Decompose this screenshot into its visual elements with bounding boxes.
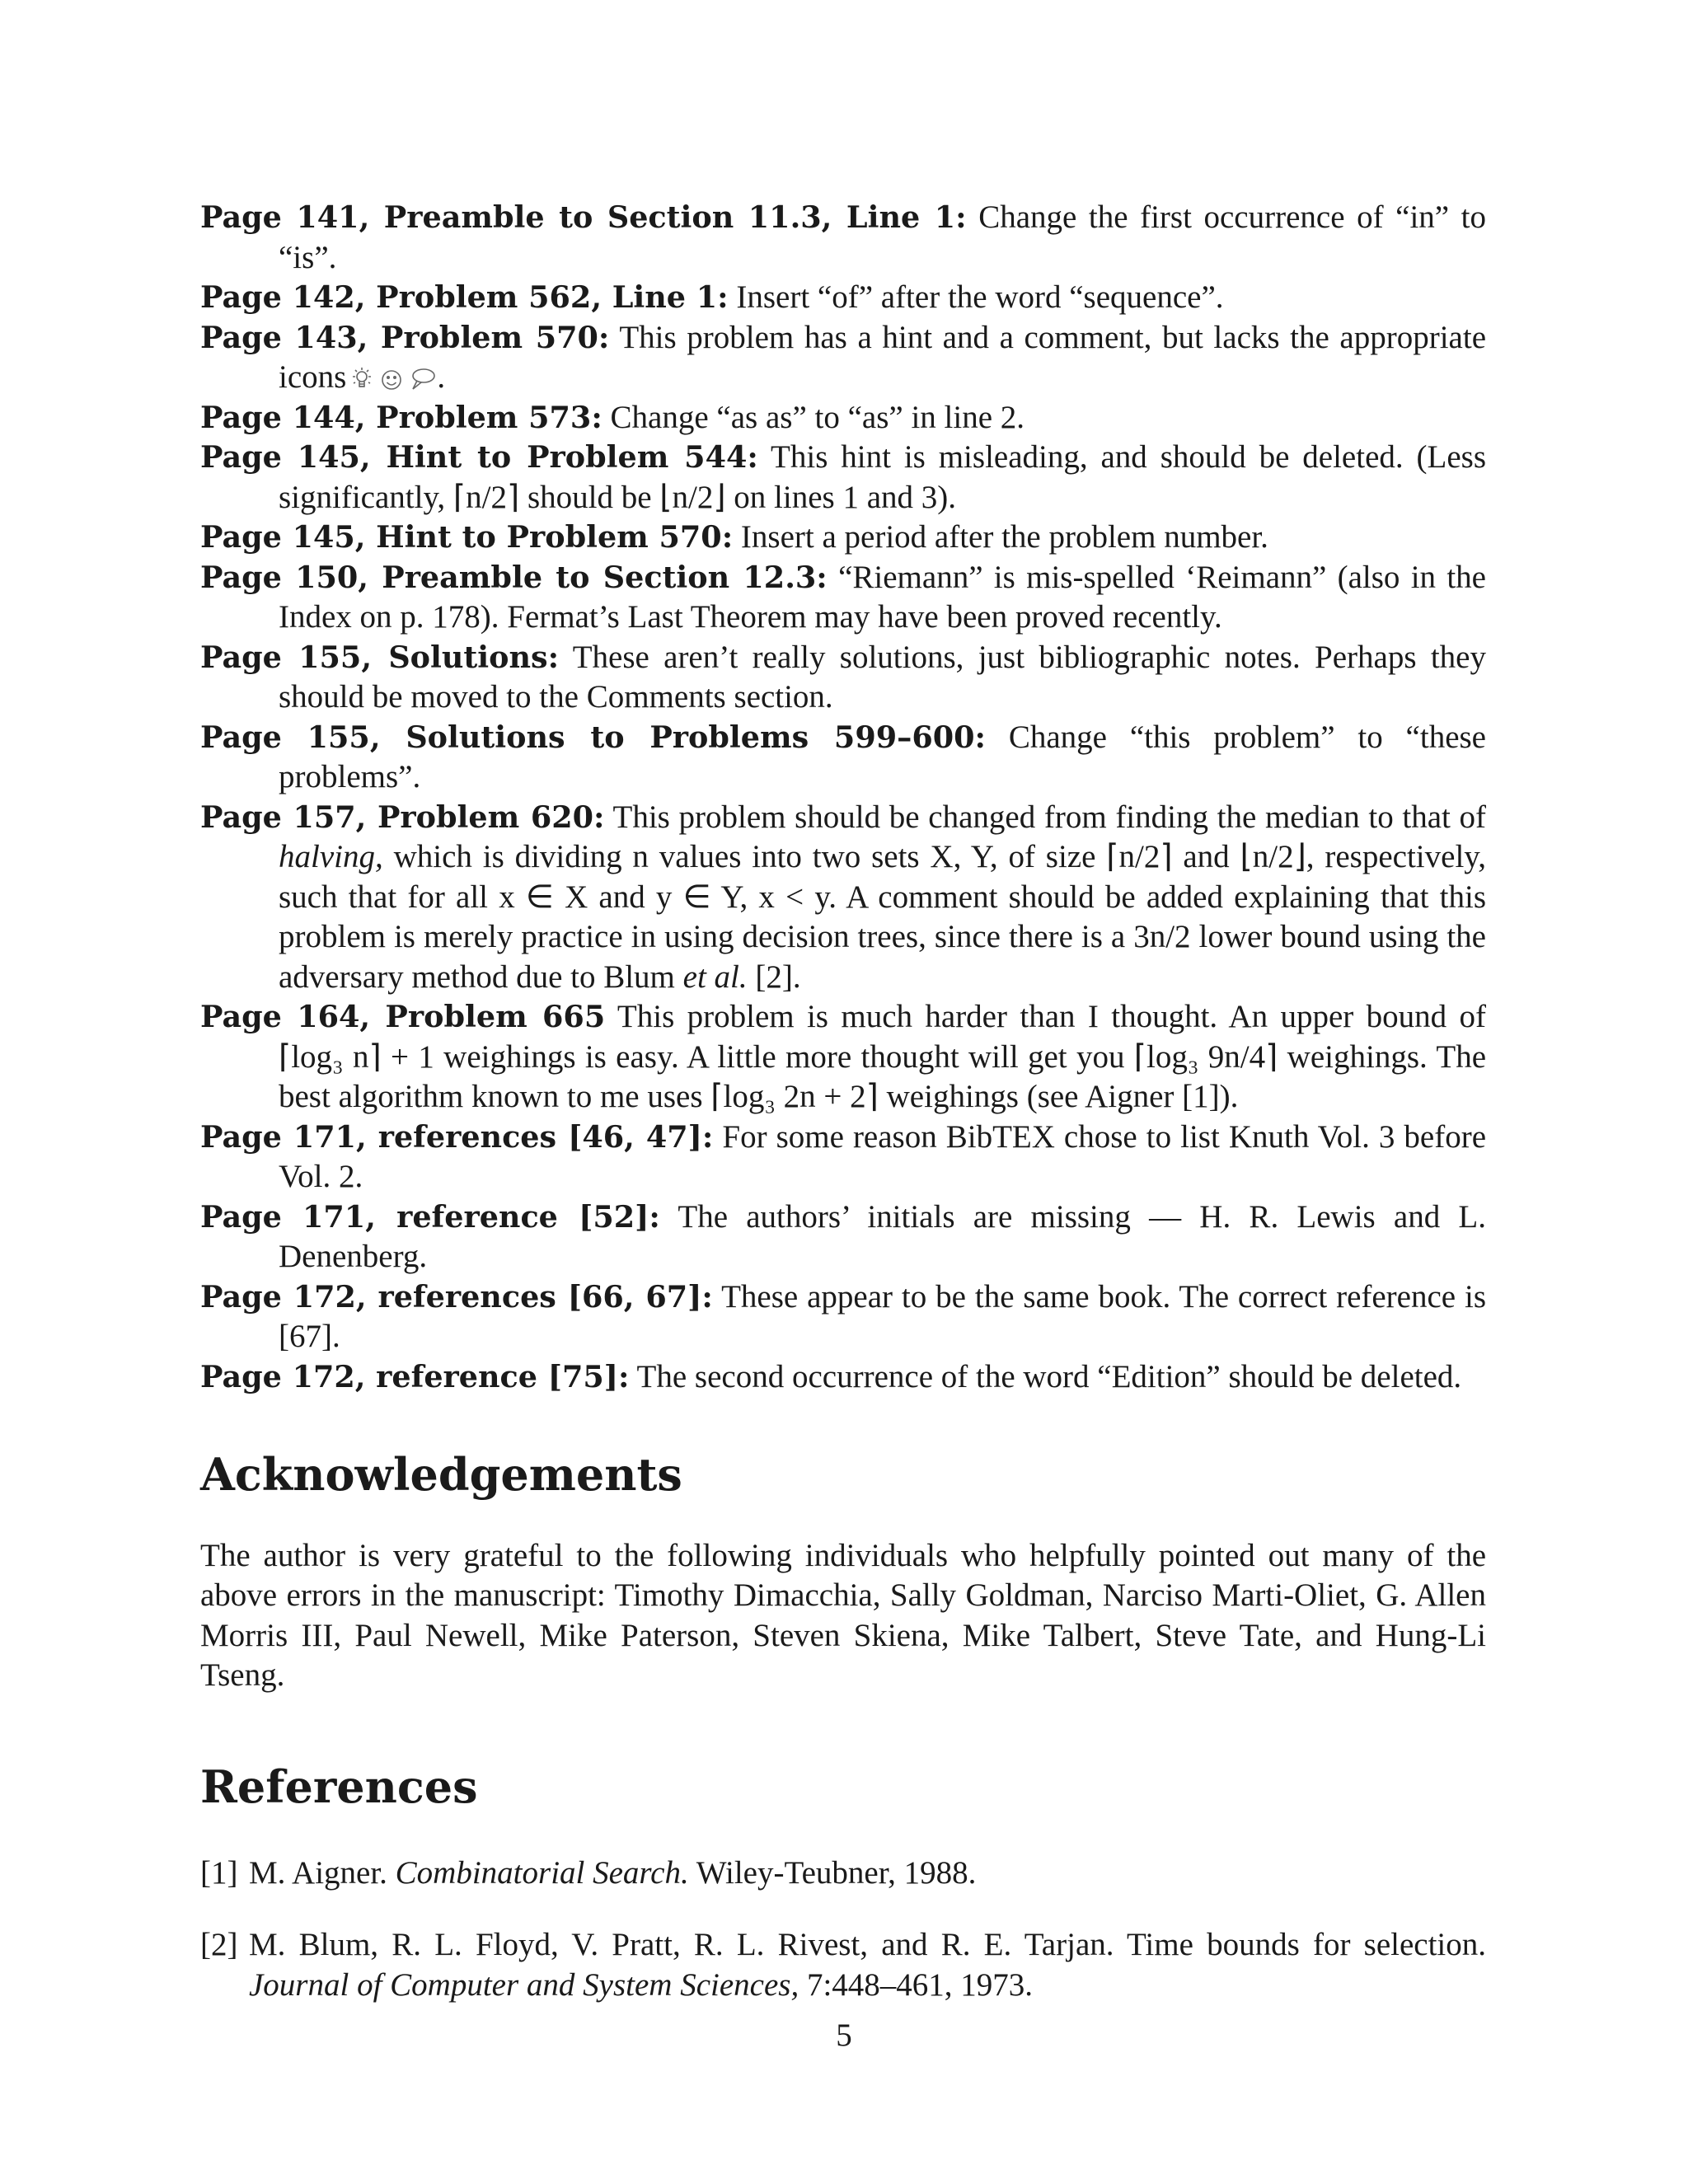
errata-entry (200, 1118, 1486, 1197)
entry-text: Change “as as” to “as” in line 2. (610, 399, 1025, 435)
reference-number: [2] (200, 1927, 238, 1963)
entry-heading: Page 144, Problem 573: (200, 399, 603, 435)
entry-heading: Page 155, Solutions to Problems 599–600: (200, 719, 987, 755)
reference-publisher: Wiley-Teubner, 1988. (696, 1854, 977, 1891)
entry-heading: Page 141, Preamble to Section 11.3, Line 1: (200, 199, 967, 235)
entry-heading: Page 143, Problem 570: (200, 319, 610, 355)
entry-text: Change “this problem” to “these problems”. (279, 719, 1486, 794)
references-heading: References (200, 1760, 478, 1813)
problem-icons (349, 366, 437, 394)
acknowledgements-body: The author is very grateful to the following individuals who helpfully pointed out many of the above errors in the manuscript: Timothy Dimacchia, Sally Goldman, Narciso Marti-Oliet, G. Allen Morris III, Paul Newell, Mike Paterson, Steven Skiena, Mike Talbert, Steve Tate, and Hung-Li Tseng. (200, 1537, 1486, 1694)
entry-text: This problem should be changed from finding the median to that of (612, 799, 1487, 835)
entry-heading: Page 142, Problem 562, Line 1: (200, 279, 729, 315)
entry-text: These aren’t really solutions, just bibliographic notes. Perhaps they should be moved to the Comments section. (279, 639, 1486, 715)
errata-entry (200, 1197, 1486, 1277)
errata-entry (200, 318, 1486, 398)
entry-heading: Page 164, Problem 665 (200, 999, 606, 1034)
reference-item (200, 1854, 1486, 1894)
document-page (200, 198, 1486, 2032)
errata-entry (200, 438, 1486, 518)
errata-entry (200, 718, 1486, 798)
entry-text: Insert a period after the problem number. (740, 519, 1268, 555)
entry-text-tail: . (437, 359, 446, 395)
entry-heading: Page 155, Solutions: (200, 639, 560, 675)
entry-text: This problem is much harder than I thought. An upper bound of ⌈log₃ n⌉ + 1 weighings is easy. A little more thought will get you ⌈log₃ 9n/4⌉ weighings. The best algorithm known to me uses ⌈log₃ 2n + 2⌉ weighings (see Aigner [1]). (279, 999, 1486, 1114)
errata-list (200, 198, 1486, 1397)
entry-text: These appear to be the same book. The correct reference is [67]. (279, 1278, 1487, 1354)
errata-entry (200, 558, 1486, 638)
reference-authors: M. Blum, R. L. Floyd, V. Pratt, R. L. Rivest, and R. E. Tarjan. Time bounds for selection. (249, 1927, 1486, 1963)
errata-entry (200, 198, 1486, 278)
errata-entry (200, 1277, 1486, 1357)
smiley-icon (379, 366, 404, 394)
entry-text: The authors’ initials are missing — H. R. Lewis and L. Denenberg. (279, 1198, 1487, 1274)
errata-entry (200, 997, 1486, 1118)
entry-text: which is dividing n values into two sets X, Y, of size ⌈n/2⌉ and ⌊n/2⌋, respectively, such that for all x ∈ X and y ∈ Y, x < y. A comment should be added explaining that this problem is merely practice in using decision trees, since there is a 3n/2 lower bound using the adversary method due to Blum (279, 839, 1487, 995)
entry-text: The second occurrence of the word “Edition” should be deleted. (636, 1358, 1462, 1394)
errata-entry (200, 798, 1486, 998)
reference-volume: 7:448–461, 1973. (806, 1966, 1034, 2003)
reference-title: Combinatorial Search. (395, 1854, 689, 1891)
reference-journal: Journal of Computer and System Sciences, (249, 1966, 799, 2003)
acknowledgements-heading: Acknowledgements (200, 1448, 682, 1501)
entry-heading: Page 157, Problem 620: (200, 799, 605, 835)
errata-entry (200, 518, 1486, 558)
references-list (200, 1854, 1486, 2006)
errata-entry (200, 398, 1486, 438)
speech-bubble-icon (409, 366, 437, 394)
reference-authors: M. Aigner. (249, 1854, 387, 1891)
entry-heading: Page 145, Hint to Problem 570: (200, 519, 734, 555)
entry-text: Insert “of” after the word “sequence”. (736, 279, 1224, 315)
entry-text: This hint is misleading, and should be deleted. (Less significantly, ⌈n/2⌉ should be ⌊n/2⌋ on lines 1 and 3). (279, 439, 1487, 515)
entry-heading: Page 145, Hint to Problem 544: (200, 439, 758, 475)
entry-heading: Page 171, reference [52]: (200, 1198, 660, 1235)
reference-number: [1] (200, 1854, 238, 1891)
lightbulb-icon (349, 366, 374, 394)
entry-text: [2]. (755, 958, 801, 995)
entry-emphasis: halving, (279, 839, 383, 874)
entry-text: Change the first occurrence of “in” to “is”. (279, 199, 1487, 275)
entry-emphasis: et al. (682, 958, 748, 995)
entry-heading: Page 150, Preamble to Section 12.3: (200, 559, 828, 595)
errata-entry (200, 278, 1486, 318)
entry-heading: Page 172, references [66, 67]: (200, 1278, 713, 1315)
errata-entry (200, 638, 1486, 718)
entry-heading: Page 171, references [46, 47]: (200, 1118, 714, 1155)
page-number: 5 (836, 2018, 852, 2053)
entry-text: “Riemann” is mis-spelled ‘Reimann” (also in the Index on p. 178). Fermat’s Last Theorem may have been proved recently. (279, 559, 1486, 635)
entry-text: For some reason BibTEX chose to list Knuth Vol. 3 before Vol. 2. (279, 1118, 1487, 1194)
errata-entry (200, 1357, 1486, 1398)
entry-heading: Page 172, reference [75]: (200, 1358, 630, 1394)
reference-item (200, 1925, 1486, 2005)
entry-text: This problem has a hint and a comment, but lacks the appropriate icons (279, 319, 1487, 395)
